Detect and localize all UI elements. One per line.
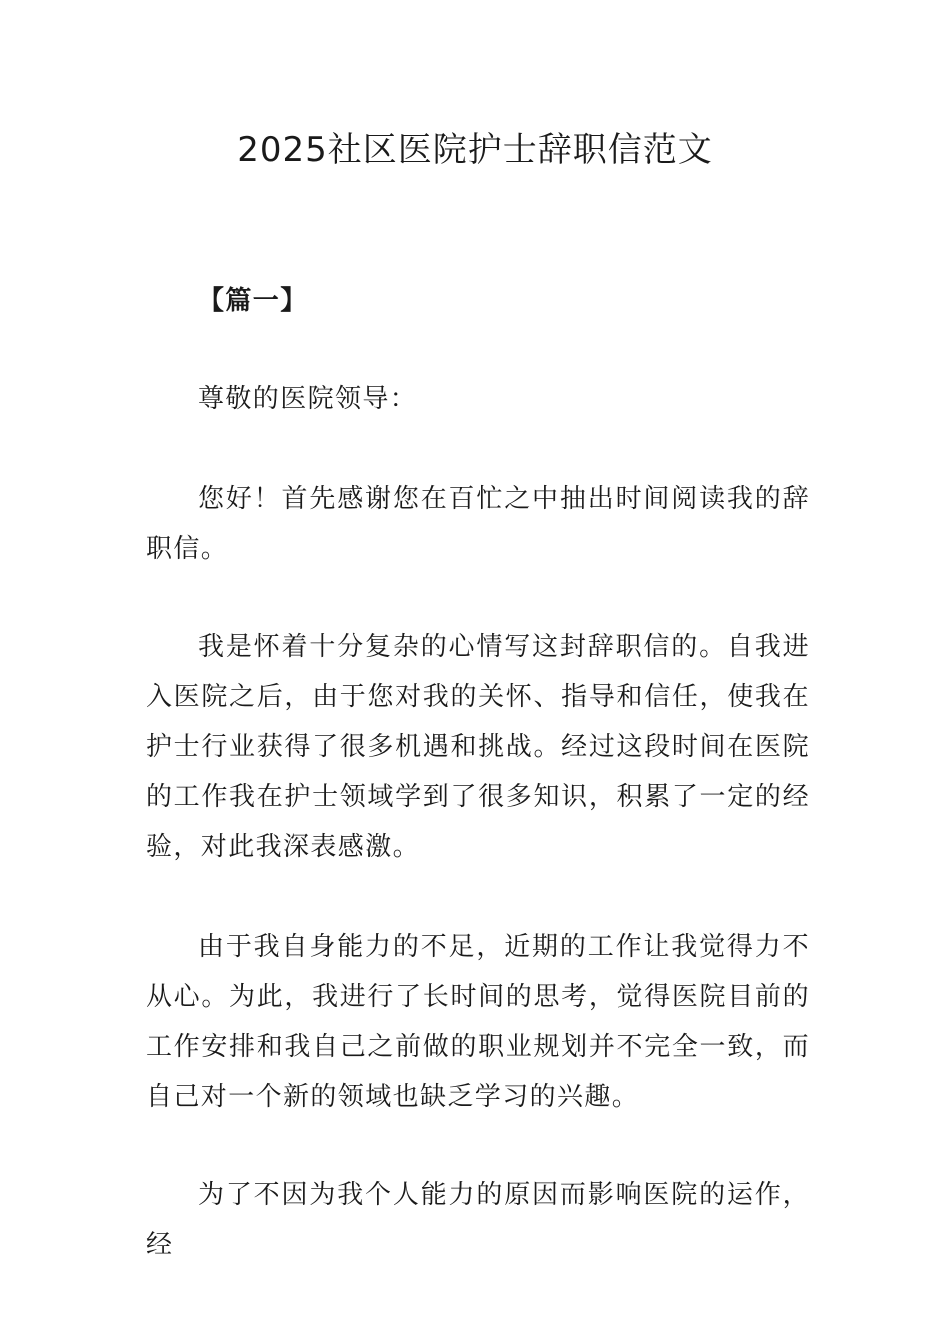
paragraph-1: 您好！首先感谢您在百忙之中抽出时间阅读我的辞职信。 bbox=[146, 484, 810, 564]
paragraph-4: 为了不因为我个人能力的原因而影响医院的运作，经 bbox=[146, 1180, 810, 1260]
section-heading: 【篇一】 bbox=[198, 286, 308, 316]
salutation: 尊敬的医院领导： bbox=[198, 384, 418, 414]
paragraph-2: 我是怀着十分复杂的心情写这封辞职信的。自我进入医院之后，由于您对我的关怀、指导和信任，使我在护士行业获得了很多机遇和挑战。经过这段时间在医院的工作我在护士领域学到了很多知识，积累了一定的经验，对此我深表感激。 bbox=[146, 632, 810, 862]
paragraph-3: 由于我自身能力的不足，近期的工作让我觉得力不从心。为此，我进行了长时间的思考，觉得医院目前的工作安排和我自己之前做的职业规划并不完全一致，而自己对一个新的领域也缺乏学习的兴趣。 bbox=[146, 932, 810, 1112]
document-title: 2025社区医院护士辞职信范文 bbox=[237, 130, 713, 170]
